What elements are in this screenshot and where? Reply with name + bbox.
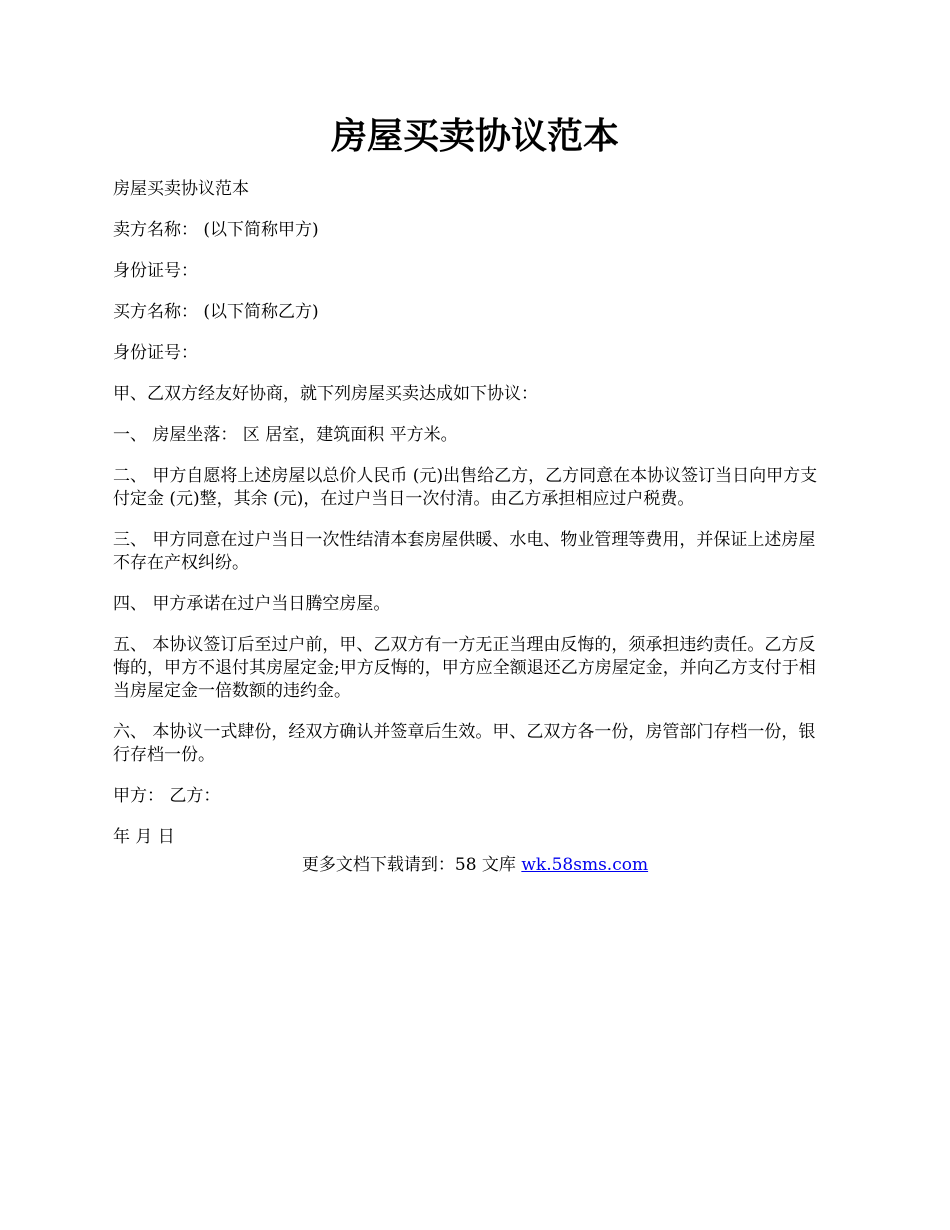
paragraph-heading: 房屋买卖协议范本 [113,179,249,199]
paragraph-seller-name: 卖方名称： (以下简称甲方) [113,220,319,240]
paragraph-clause-2: 二、 甲方自愿将上述房屋以总价人民币 (元)出售给乙方，乙方同意在本协议签订当日向甲方支付定金 (元)整，其余 (元)，在过户当日一次付清。由乙方承担相应过户税费。 [113,466,818,509]
paragraph-seller-id: 身份证号： [113,261,198,281]
paragraph-clause-6: 六、 本协议一式肆份，经双方确认并签章后生效。甲、乙双方各一份，房管部门存档一份，银行存档一份。 [113,722,816,765]
paragraph-clause-3: 三、 甲方同意在过户当日一次性结清本套房屋供暖、水电、物业管理等费用，并保证上述房屋不存在产权纠纷。 [113,530,816,573]
paragraph-preamble: 甲、乙双方经友好协商，就下列房屋买卖达成如下协议： [113,384,538,404]
footer-text: 更多文档下载请到：58 文库 [301,855,522,875]
paragraph-clause-5: 五、 本协议签订后至过户前，甲、乙双方有一方无正当理由反悔的，须承担违约责任。乙方反悔的，甲方不退付其房屋定金;甲方反悔的，甲方应全额退还乙方房屋定金，并向乙方支付于相当房屋定金一倍数额的违约金。 [113,635,816,701]
paragraph-buyer-id: 身份证号： [113,343,198,363]
paragraph-clause-4: 四、 甲方承诺在过户当日腾空房屋。 [113,594,391,614]
document-body [113,178,829,867]
document-title: 房屋买卖协议范本 [330,115,619,157]
paragraph-signatures: 甲方： 乙方： [113,786,221,806]
paragraph-clause-1: 一、 房屋坐落： 区 居室，建筑面积 平方米。 [113,425,458,445]
paragraph-date: 年 月 日 [113,827,175,847]
footer-download-note [0,853,950,877]
paragraph-buyer-name: 买方名称： (以下简称乙方) [113,302,319,322]
footer-link[interactable]: wk.58sms.com [521,855,649,875]
